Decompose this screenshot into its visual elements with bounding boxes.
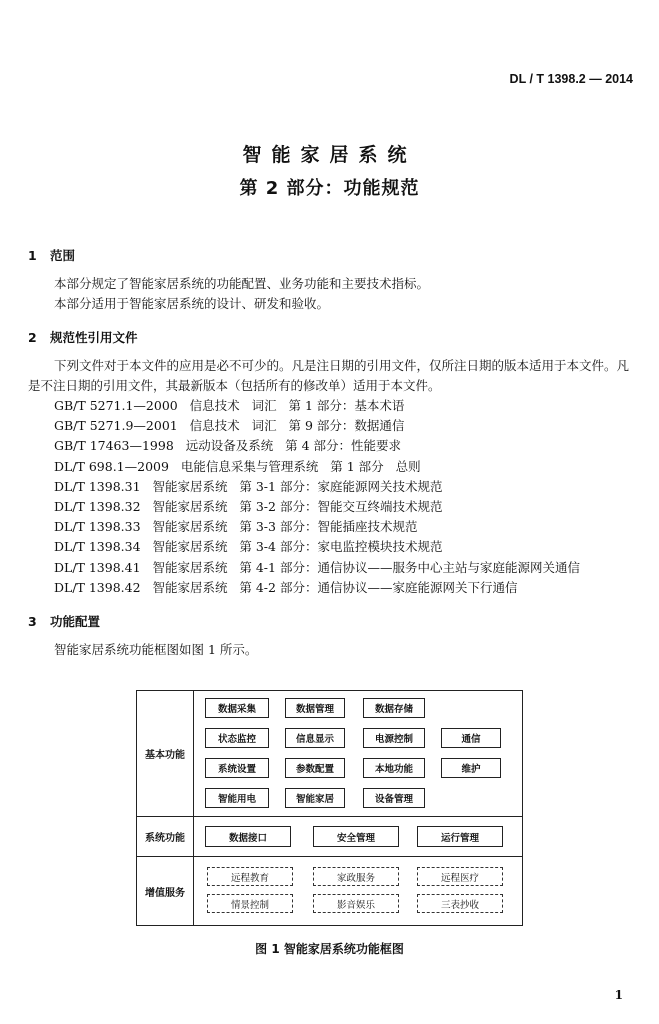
reference-item: DL/T 1398.31 智能家居系统 第 3-1 部分：家庭能源网关技术规范: [54, 478, 443, 494]
function-box: 状态监控: [205, 728, 269, 748]
function-box: 数据管理: [285, 698, 345, 718]
figure-caption: 图 1 智能家居系统功能框图: [255, 942, 404, 956]
reference-item: DL/T 1398.34 智能家居系统 第 3-4 部分：家电监控模块技术规范: [54, 539, 443, 555]
paragraph: 下列文件对于本文件的应用是必不可少的。凡是注日期的引用文件，仅所注日期的版本适用于本文件。凡是不注日期的引用文件，其最新版本（包括所有的修改单）适用于本文件。: [28, 358, 630, 393]
reference-item: GB/T 17463—1998 远动设备及系统 第 4 部分：性能要求: [54, 438, 402, 454]
section-title: 范围: [50, 248, 76, 263]
system-functions-row: [137, 817, 522, 857]
function-box: 智能家居: [285, 788, 345, 808]
section-number: 3: [28, 614, 37, 629]
paragraph: 本部分适用于智能家居系统的设计、研发和验收。: [54, 296, 330, 311]
value-added-services-row: [137, 857, 522, 925]
row-label: 系统功能: [137, 817, 194, 856]
reference-item: DL/T 698.1—2009 电能信息采集与管理系统 第 1 部分 总则: [54, 458, 421, 474]
section-number: 2: [28, 330, 37, 345]
service-box: 情景控制: [207, 894, 293, 913]
service-box: 远程教育: [207, 867, 293, 886]
function-box: 数据接口: [205, 826, 291, 847]
reference-item: DL/T 1398.32 智能家居系统 第 3-2 部分：智能交互终端技术规范: [54, 499, 443, 515]
function-box: 维护: [441, 758, 501, 778]
section-3-heading: [28, 612, 100, 630]
function-box: 设备管理: [363, 788, 425, 808]
row-label: 增值服务: [137, 857, 194, 925]
function-box: 系统设置: [205, 758, 269, 778]
service-box: 影音娱乐: [313, 894, 399, 913]
function-box: 信息显示: [285, 728, 345, 748]
section-2-heading: [28, 328, 138, 346]
function-box: 电源控制: [363, 728, 425, 748]
reference-item: GB/T 5271.9—2001 信息技术 词汇 第 9 部分：数据通信: [54, 418, 405, 434]
standard-code: DL / T 1398.2 — 2014: [509, 72, 633, 86]
function-block-diagram: [136, 690, 523, 926]
reference-item: DL/T 1398.33 智能家居系统 第 3-3 部分：智能插座技术规范: [54, 519, 418, 535]
function-box: 运行管理: [417, 826, 503, 847]
reference-list: [54, 396, 580, 598]
row-label: 基本功能: [137, 691, 194, 816]
section-title: 规范性引用文件: [50, 330, 138, 345]
section-1-body: [28, 274, 638, 314]
function-box: 数据存储: [363, 698, 425, 718]
function-box: 通信: [441, 728, 501, 748]
basic-functions-row: [137, 691, 522, 817]
section-title: 功能配置: [50, 614, 101, 629]
service-box: 家政服务: [313, 867, 399, 886]
document-subtitle: 第 2 部分：功能规范: [239, 178, 420, 199]
section-2-intro: [28, 356, 638, 396]
reference-item: DL/T 1398.41 智能家居系统 第 4-1 部分：通信协议——服务中心主站与家庭能源网关通信: [54, 559, 580, 575]
paragraph: 本部分规定了智能家居系统的功能配置、业务功能和主要技术指标。: [54, 276, 430, 291]
function-box: 参数配置: [285, 758, 345, 778]
function-box: 安全管理: [313, 826, 399, 847]
paragraph: 智能家居系统功能框图如图 1 所示。: [54, 642, 258, 657]
function-box: 数据采集: [205, 698, 269, 718]
document-title: 智能家居系统: [242, 144, 417, 166]
service-box: 远程医疗: [417, 867, 503, 886]
section-1-heading: [28, 246, 75, 264]
function-box: 智能用电: [205, 788, 269, 808]
reference-item: DL/T 1398.42 智能家居系统 第 4-2 部分：通信协议——家庭能源网关下行通信: [54, 579, 518, 595]
service-box: 三表抄收: [417, 894, 503, 913]
page-number: 1: [614, 988, 623, 1002]
reference-item: GB/T 5271.1—2000 信息技术 词汇 第 1 部分：基本术语: [54, 398, 405, 413]
section-3-body: [28, 640, 638, 660]
section-number: 1: [28, 248, 37, 263]
function-box: 本地功能: [363, 758, 425, 778]
